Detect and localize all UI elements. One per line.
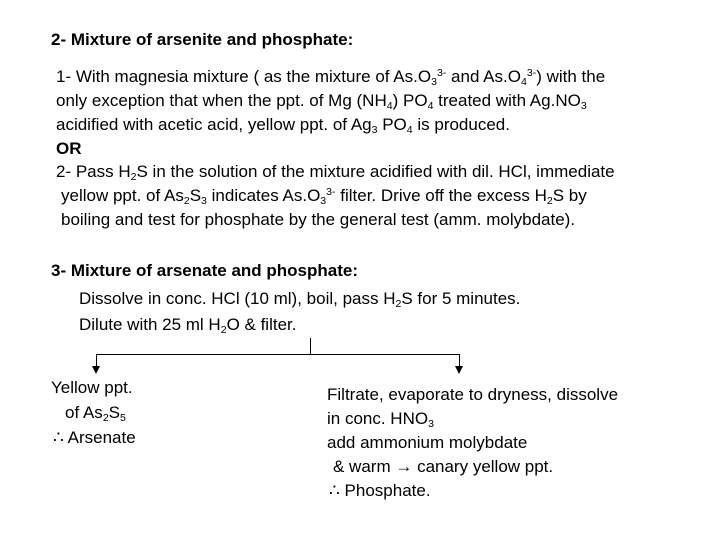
right-arrowhead-icon	[455, 366, 463, 374]
paragraph-line: boiling and test for phosphate by the general test (amm. molybdate).	[61, 210, 576, 229]
paragraph-line: 1- With magnesia mixture ( as the mixture of $As.O_3^{3-}$ and $As.O_4^{3-}$) with the	[56, 67, 606, 89]
paragraph-line: yellow ppt. of $As_2S_3$ indicates $As.O_3^{3-}$ filter. Drive off the excess $H_2S$ by	[61, 186, 587, 208]
left-branch-line-2: of $As_2S_5$	[65, 403, 126, 425]
left-branch-line-1: Yellow ppt.	[51, 378, 133, 397]
therefore-icon: ∴	[53, 428, 64, 447]
paragraph-line: Dissolve in conc. HCl (10 ml), boil, pass $H_2S$ for 5 minutes.	[79, 289, 521, 311]
branch-line	[96, 354, 460, 355]
or-label: OR	[56, 139, 82, 158]
left-branch-line-3: ∴ Arsenate	[53, 428, 136, 447]
right-branch-line-3: add ammonium molybdate	[327, 433, 528, 452]
paragraph-line: only exception that when the ppt. of Mg $(NH_4)$ $PO_4$ treated with $Ag.NO_3$	[56, 91, 587, 113]
right-branch-line-2: in conc. $HNO_3$	[327, 409, 434, 431]
right-branch-line-1: Filtrate, evaporate to dryness, dissolve	[327, 385, 619, 404]
left-arrowhead-icon	[92, 366, 100, 374]
therefore-icon: ∴	[329, 481, 340, 500]
section-3-heading: 3- Mixture of arsenate and phosphate:	[51, 261, 358, 280]
right-branch-line-5: ∴ Phosphate.	[329, 481, 431, 500]
paragraph-line: acidified with acetic acid, yellow ppt. of $Ag_3$ $PO_4$ is produced.	[56, 115, 510, 137]
right-arrow-icon: →	[395, 457, 413, 476]
stem-line	[310, 338, 311, 354]
section-2-heading: 2- Mixture of arsenite and phosphate:	[51, 30, 354, 49]
paragraph-line: Dilute with 25 ml $H_2O$ & filter.	[79, 315, 297, 337]
paragraph-line: 2- Pass $H_2S$ in the solution of the mixture acidified with dil. HCl, immediate	[56, 162, 615, 184]
right-branch-line-4: & warm → canary yellow ppt.	[333, 457, 554, 476]
